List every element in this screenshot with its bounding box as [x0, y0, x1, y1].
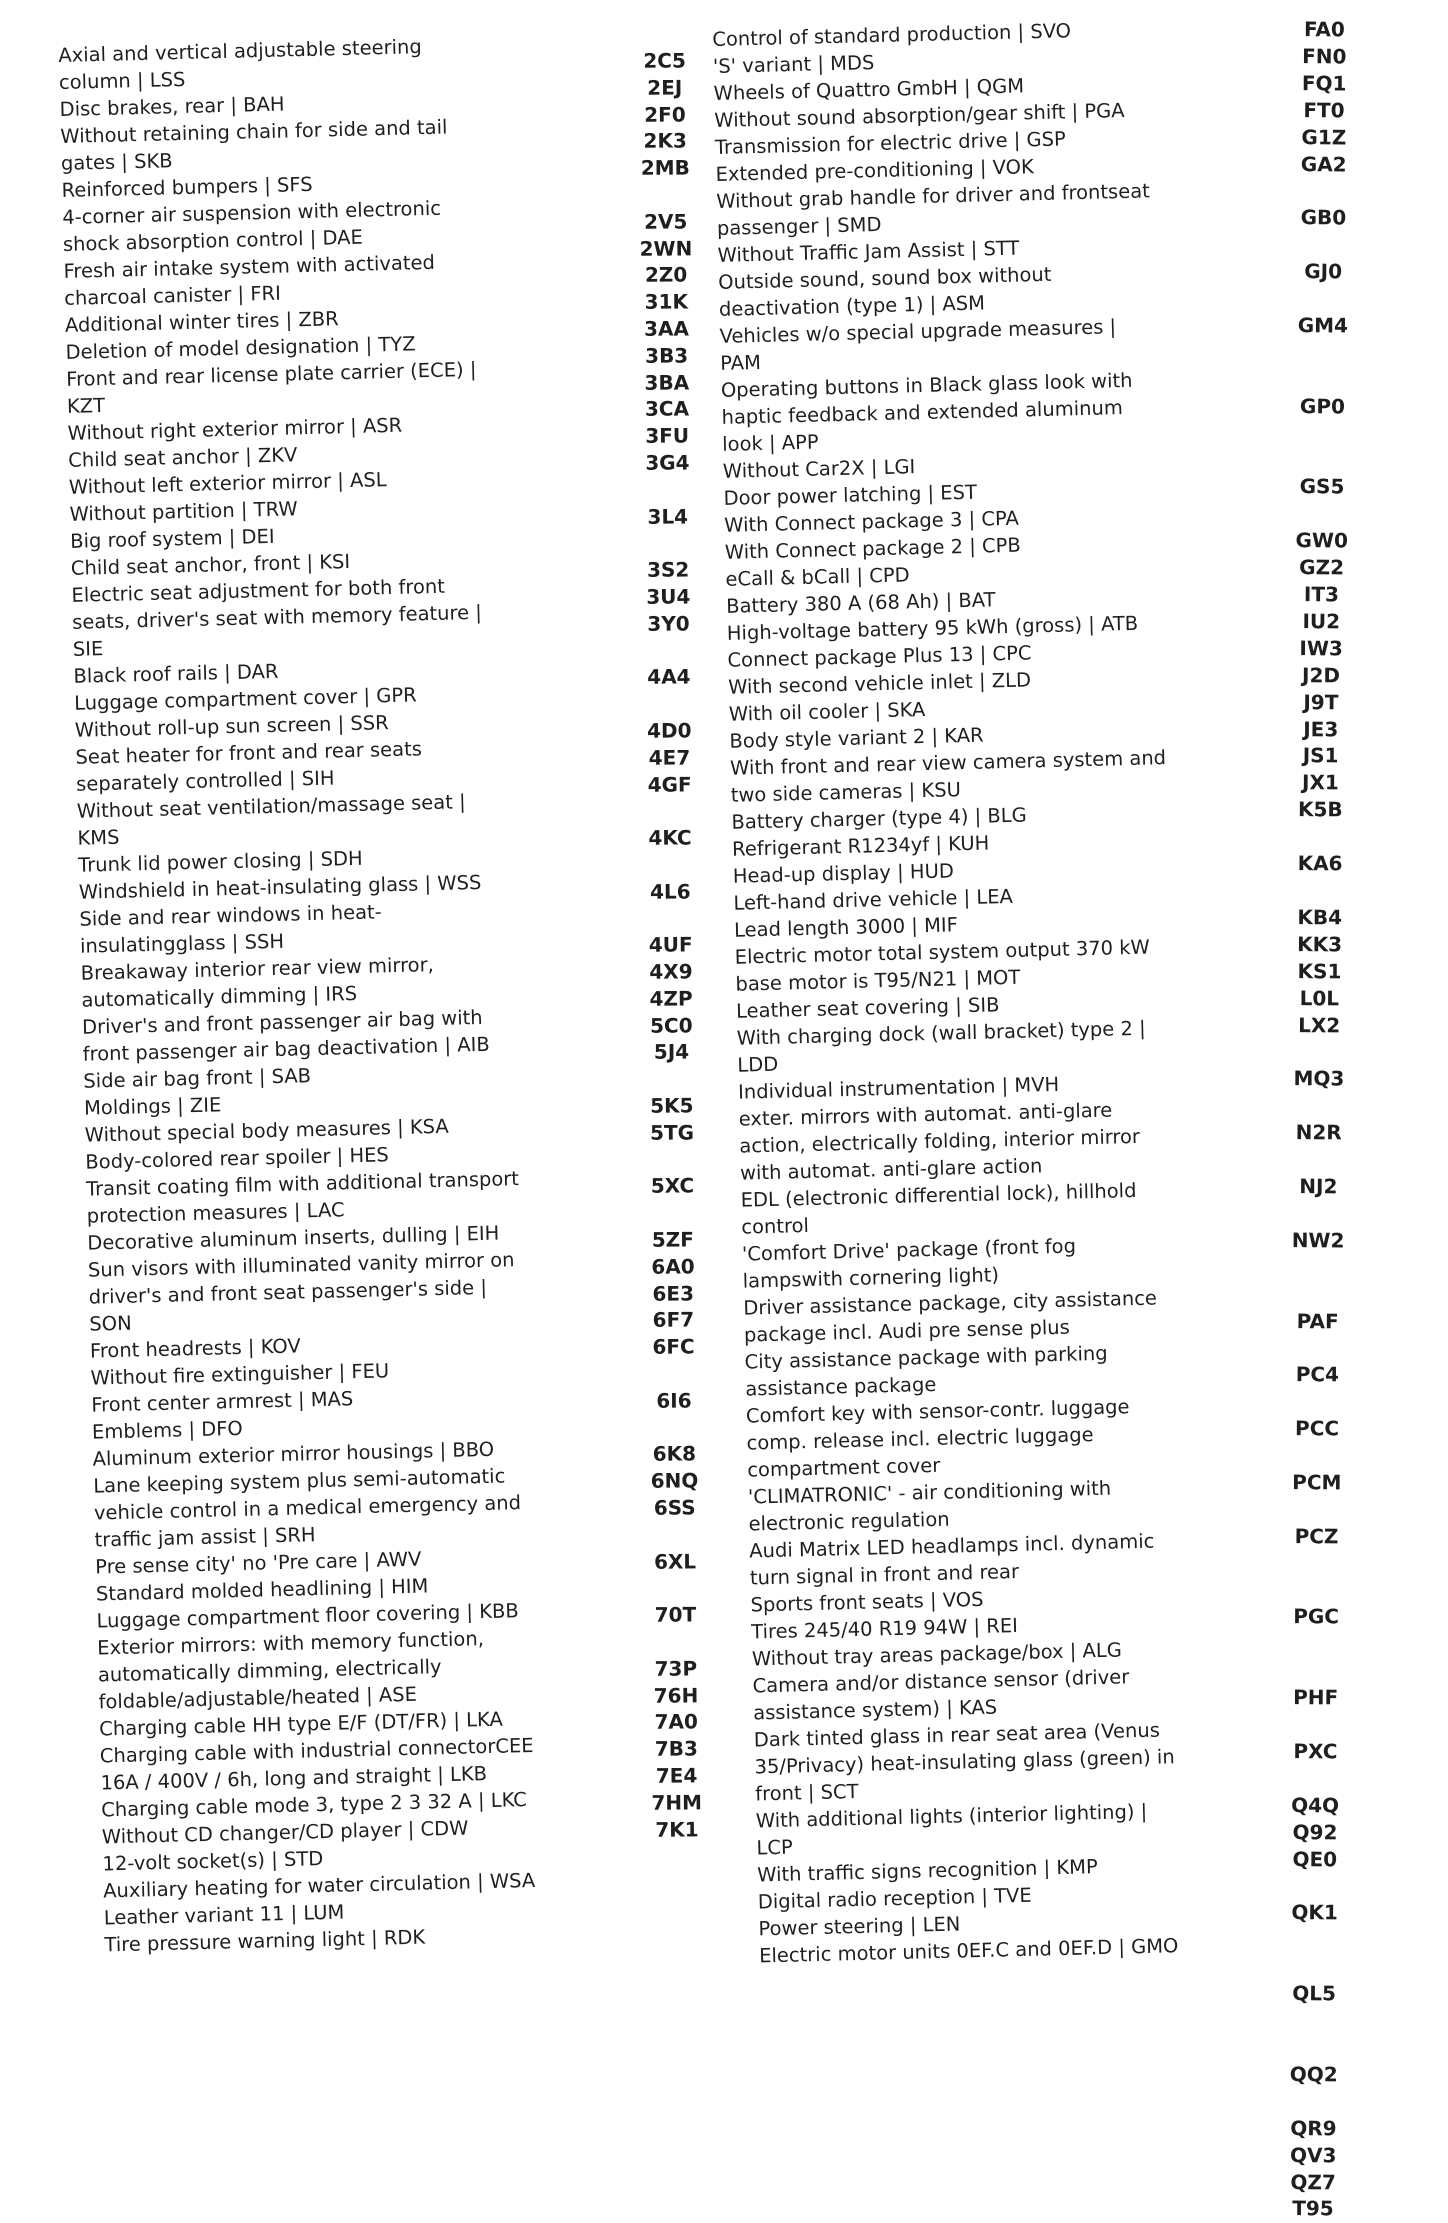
equipment-line: insulatingglass | SSH [79, 929, 285, 958]
equipment-line: Without partition | TRW [69, 497, 298, 526]
equipment-line: Without sound absorption/gear shift | PGA [714, 98, 1125, 132]
option-code: GP0 [1299, 393, 1346, 419]
equipment-line: Operating buttons in Black glass look with [720, 368, 1133, 402]
equipment-line: turn signal in front and rear [749, 1559, 1020, 1590]
equipment-line: Without right exterior mirror | ASR [67, 413, 403, 445]
option-code: Q92 [1292, 1819, 1338, 1845]
equipment-line: Control of standard production | SVO [712, 19, 1072, 51]
equipment-line: Electric motor total system output 370 kW [734, 935, 1151, 969]
option-code: 2F0 [644, 102, 686, 127]
equipment-line: Outside sound, sound box without [717, 262, 1052, 294]
equipment-line: Individual instrumentation | MVH [737, 1072, 1060, 1104]
option-code: 6I6 [656, 1388, 692, 1413]
option-code [1262, 1926, 1367, 1953]
equipment-line: Child seat anchor | ZKV [67, 443, 298, 472]
equipment-line: traffic jam assist | SRH [94, 1523, 316, 1552]
equipment-line: Trunk lid power closing | SDH [77, 846, 363, 877]
equipment-line: 'CLIMATRONIC' - air conditioning with [747, 1476, 1112, 1509]
option-code [618, 851, 723, 879]
equipment-line: Seat heater for front and rear seats [75, 737, 423, 769]
option-code: GW0 [1295, 528, 1349, 553]
equipment-line: column | LSS [58, 67, 186, 94]
equipment-line: Side air bag front | SAB [83, 1064, 312, 1093]
option-code: Q4Q [1291, 1792, 1340, 1818]
equipment-line: Charging cable mode 3, type 2 3 32 A | LKC [100, 1788, 528, 1822]
option-code: JX1 [1302, 770, 1339, 795]
equipment-line: Tires 245/40 R19 94W | REI [750, 1614, 1019, 1644]
option-code: NW2 [1291, 1227, 1345, 1253]
equipment-line: Aluminum exterior mirror housings | BBO [92, 1437, 495, 1471]
equipment-line: foldable/adjustable/heated | ASE [98, 1682, 418, 1714]
equipment-line: Power steering | LEN [758, 1912, 961, 1941]
equipment-line: Leather variant 11 | LUM [103, 1900, 345, 1930]
equipment-line: 12-volt socket(s) | STD [102, 1847, 324, 1876]
option-code [621, 1360, 726, 1388]
right-code-column [1260, 16, 1377, 2223]
equipment-line: Charging cable with industrial connectorCEE [99, 1733, 534, 1768]
equipment-line: driver's and front seat passenger's side | [88, 1275, 488, 1309]
option-code [620, 1200, 725, 1228]
equipment-line: Camera and/or distance sensor (driver [752, 1665, 1130, 1698]
option-code: 73P [654, 1656, 698, 1681]
option-code: QV3 [1290, 2142, 1337, 2167]
equipment-line: Without Traffic Jam Assist | STT [717, 236, 1020, 267]
equipment-line: Front center armrest | MAS [91, 1387, 354, 1417]
option-code: 6K8 [652, 1441, 697, 1467]
option-code: 4KC [648, 825, 692, 850]
equipment-line: vehicle control in a medical emergency and [93, 1491, 522, 1525]
equipment-line: 4-corner air suspension with electronic [62, 196, 442, 229]
equipment-line: PAM [719, 350, 762, 375]
option-code [620, 1146, 725, 1174]
option-code [622, 1414, 727, 1442]
equipment-line: Body-colored rear spoiler | HES [85, 1143, 390, 1174]
option-code: 7K1 [655, 1817, 699, 1842]
option-code: GZ2 [1299, 555, 1345, 580]
equipment-line: Axial and vertical adjustable steering [58, 35, 422, 67]
option-code: 76H [653, 1683, 699, 1708]
option-code: GM4 [1297, 313, 1349, 338]
middle-equipment-list [712, 13, 1279, 1969]
option-code: N2R [1295, 1120, 1342, 1145]
equipment-line: lampswith cornering light) [742, 1263, 1000, 1293]
equipment-line: Digital radio reception | TVE [757, 1883, 1032, 1914]
equipment-line: assistance package [745, 1372, 937, 1401]
option-code: 2MB [640, 155, 690, 180]
equipment-line: protection measures | LAC [86, 1198, 345, 1228]
option-code [1263, 1657, 1368, 1684]
equipment-line: charcoal canister | FRI [63, 281, 282, 310]
option-code [1270, 420, 1375, 447]
option-code: J2D [1302, 662, 1341, 688]
equipment-line: Without tray areas package/box | ALG [751, 1638, 1123, 1671]
option-code: QL5 [1292, 1981, 1337, 2006]
option-code: PGC [1293, 1604, 1340, 1629]
middle-code-column [612, 47, 730, 1843]
option-code [617, 798, 722, 826]
equipment-line: Side and rear windows in heat- [79, 900, 382, 931]
equipment-line: Transit coating film with additional transport [85, 1167, 520, 1201]
option-code [1265, 1388, 1370, 1415]
option-code: 5K5 [650, 1093, 694, 1118]
equipment-line: Emblems | DFO [91, 1416, 244, 1444]
option-code: 4ZP [649, 986, 693, 1011]
option-code [623, 1575, 728, 1603]
equipment-line: Sun visors with illuminated vanity mirror on [87, 1248, 515, 1282]
option-code: KS1 [1297, 958, 1342, 984]
option-code: 7A0 [654, 1709, 698, 1735]
option-code [613, 181, 718, 209]
equipment-line: Black roof rails | DAR [73, 659, 279, 688]
equipment-line: Luggage compartment cover | GPR [73, 683, 417, 715]
option-code: 2EJ [647, 75, 683, 100]
equipment-line: With Connect package 2 | CPB [724, 533, 1022, 564]
equipment-line: EDL (electronic differential lock), hillhold [740, 1178, 1137, 1212]
option-code: 3G4 [645, 450, 690, 475]
equipment-line: Luggage compartment floor covering | KBB [96, 1599, 519, 1633]
equipment-line: KMS [77, 825, 120, 850]
equipment-line: Without Car2X | LGI [722, 455, 916, 483]
equipment-line: With additional lights (interior lighting) | [755, 1799, 1148, 1833]
equipment-line: Audi Matrix LED headlamps incl. dynamic [748, 1529, 1155, 1563]
equipment-line: SON [89, 1311, 132, 1336]
option-code: 3B3 [645, 343, 689, 368]
option-code: 3L4 [647, 504, 689, 529]
option-code: 70T [654, 1602, 697, 1627]
equipment-line: Leather seat covering | SIB [735, 993, 1000, 1023]
equipment-line: Exterior mirrors: with memory function, [96, 1627, 485, 1660]
equipment-line: Charging cable HH type E/F (DT/FR) | LKA [98, 1707, 504, 1741]
equipment-line: base motor is T95/N21 | MOT [735, 965, 1021, 996]
option-code: G1Z [1301, 124, 1347, 150]
option-code [1264, 1442, 1369, 1469]
option-code [1269, 500, 1374, 527]
option-code: 4X9 [649, 959, 693, 984]
option-code [1264, 1496, 1369, 1523]
equipment-line: 'Comfort Drive' package (front fog [741, 1234, 1077, 1266]
option-code: 5XC [650, 1173, 695, 1199]
equipment-line: Comfort key with sensor-contr. luggage [745, 1395, 1130, 1428]
equipment-line: With second vehicle inlet | ZLD [727, 668, 1032, 699]
option-code: 6FC [652, 1334, 695, 1359]
option-code: 2C5 [643, 48, 686, 73]
option-code: 3BA [644, 370, 690, 395]
equipment-line: Vehicles w/o special upgrade measures | [719, 315, 1117, 348]
equipment-line: Driver assistance package, city assistance [743, 1286, 1158, 1320]
option-code: J9T [1303, 689, 1339, 715]
equipment-line: Fresh air intake system with activated [63, 250, 436, 283]
option-code [1270, 339, 1375, 366]
equipment-line: Without left exterior mirror | ASL [68, 468, 387, 499]
equipment-line: assistance system) | KAS [752, 1695, 998, 1725]
option-code [1264, 1577, 1369, 1604]
equipment-line: Standard molded headlining | HIM [95, 1574, 429, 1606]
option-code [1270, 285, 1375, 312]
option-code: 3Y0 [647, 611, 690, 636]
equipment-line: Electric seat adjustment for both front [71, 574, 446, 607]
option-code [619, 1066, 724, 1094]
option-code: 4UF [648, 932, 693, 958]
equipment-line: KZT [66, 393, 106, 418]
equipment-line: action, electrically folding, interior mirror [739, 1124, 1141, 1158]
option-code: 2V5 [643, 209, 688, 234]
option-code: L0L [1299, 985, 1340, 1010]
option-code: 2Z0 [644, 262, 688, 288]
equipment-line: electronic regulation [748, 1507, 950, 1536]
option-code: PAF [1296, 1308, 1339, 1333]
option-code: 3AA [643, 316, 689, 341]
equipment-line: LCP [756, 1835, 794, 1860]
equipment-line: Extended pre-conditioning | VOK [715, 155, 1035, 186]
option-code: PCM [1292, 1470, 1342, 1495]
option-code: PHF [1293, 1685, 1339, 1710]
option-code [1270, 366, 1375, 393]
equipment-line: Lead length 3000 | MIF [733, 913, 959, 942]
option-code: 6SS [653, 1495, 696, 1520]
option-code: 2K3 [643, 128, 687, 154]
option-code: 6E3 [652, 1281, 695, 1306]
equipment-line: Additional winter tires | ZBR [64, 307, 339, 337]
option-code: T95 [1292, 2196, 1334, 2221]
option-code: GA2 [1300, 151, 1347, 176]
equipment-line: eCall & bCall | CPD [725, 563, 910, 591]
equipment-line: Without roll-up sun screen | SSR [74, 711, 389, 742]
equipment-line: separately controlled | SIH [75, 766, 335, 796]
option-code: 3U4 [646, 584, 691, 609]
option-code [1266, 1146, 1371, 1173]
option-code: GS5 [1299, 474, 1345, 499]
equipment-line: Left-hand drive vehicle | LEA [733, 884, 1014, 915]
equipment-line: Decorative aluminum inserts, dulling | EIH [87, 1221, 500, 1255]
equipment-line: Connect package Plus 13 | CPC [727, 641, 1032, 672]
equipment-line: SIE [72, 637, 104, 661]
option-code: IW3 [1299, 635, 1343, 661]
equipment-line: Without grab handle for driver and frontseat [716, 179, 1151, 213]
equipment-line: Child seat anchor, front | KSI [70, 550, 351, 580]
equipment-line: Without CD changer/CD player | CDW [101, 1816, 469, 1849]
option-code [623, 1628, 728, 1656]
equipment-line: With front and rear view camera system and [729, 746, 1167, 780]
equipment-line: With oil cooler | SKA [728, 697, 926, 726]
equipment-line: Auxiliary heating for water circulation | WSA [102, 1868, 536, 1903]
equipment-line: With Connect package 3 | CPA [723, 506, 1020, 537]
equipment-line: Head-up display | HUD [732, 859, 955, 888]
equipment-line: shock absorption control | DAE [62, 225, 364, 256]
option-code [615, 530, 720, 558]
equipment-line: Lane keeping system plus semi-automatic [93, 1464, 506, 1498]
equipment-line: two side cameras | KSU [730, 778, 962, 807]
equipment-line: Body style variant 2 | KAR [729, 723, 984, 753]
option-code [615, 476, 720, 504]
equipment-line: Refrigerant R1234yf | KUH [731, 831, 990, 861]
option-code [1261, 2088, 1366, 2115]
equipment-line: Wheels of Quattro GmbH | QGM [713, 74, 1025, 105]
option-code: 5ZF [651, 1227, 694, 1252]
equipment-line: Big roof system | DEI [69, 524, 275, 553]
option-code [1265, 1254, 1370, 1281]
equipment-line: look | APP [721, 430, 819, 456]
equipment-line: passenger | SMD [716, 212, 882, 240]
equipment-line: automatically dimming | IRS [81, 981, 358, 1012]
equipment-line: compartment cover [747, 1453, 941, 1482]
option-code [1265, 1281, 1370, 1308]
equipment-line: High-voltage battery 95 kWh (gross) | ATB [726, 611, 1139, 645]
option-code [1267, 877, 1372, 904]
equipment-line: Moldings | ZIE [83, 1093, 222, 1120]
option-code: 6F7 [652, 1307, 695, 1333]
option-code: PC4 [1295, 1362, 1340, 1387]
equipment-line: With charging dock (wall bracket) type 2 | [736, 1016, 1146, 1050]
option-code [622, 1521, 727, 1549]
option-code: KB4 [1297, 905, 1343, 930]
option-code [616, 690, 721, 718]
equipment-line: deactivation (type 1) | ASM [718, 291, 986, 321]
option-code: 4GF [647, 771, 692, 797]
equipment-line: Driver's and front passenger air bag with [81, 1005, 483, 1039]
equipment-line: Tire pressure warning light | RDK [104, 1925, 426, 1957]
equipment-line: haptic feedback and extended aluminum [721, 396, 1124, 429]
option-code: QZ7 [1290, 2169, 1336, 2194]
option-code: 6XL [653, 1549, 697, 1574]
equipment-line: Breakaway interior rear view mirror, [80, 953, 435, 985]
option-code: GJ0 [1304, 259, 1343, 284]
option-code [1271, 231, 1376, 258]
option-code: 6NQ [650, 1468, 699, 1493]
option-code: 5TG [649, 1120, 695, 1145]
equipment-line: With traffic signs recognition | KMP [756, 1855, 1098, 1887]
option-code: 4D0 [646, 718, 692, 743]
option-code: QE0 [1292, 1846, 1338, 1871]
equipment-line: control [741, 1213, 810, 1239]
option-code: FT0 [1303, 97, 1345, 123]
option-code: IT3 [1303, 582, 1340, 607]
equipment-line: Without fire extinguisher | FEU [90, 1359, 390, 1390]
option-code [1263, 1630, 1368, 1657]
option-code [1270, 446, 1375, 473]
option-code: FQ1 [1301, 70, 1347, 96]
option-code: LX2 [1298, 1012, 1341, 1037]
option-code: 4L6 [650, 879, 691, 904]
equipment-line: Front and rear license plate carrier (ECE) | [65, 357, 477, 391]
option-code [1265, 1334, 1370, 1361]
option-code [1264, 1550, 1369, 1577]
equipment-line: 35/Privacy) heat-insulating glass (green) in [754, 1745, 1175, 1779]
left-equipment-list [58, 28, 665, 1958]
equipment-line: Battery 380 A (68 Ah) | BAT [725, 588, 996, 618]
equipment-line: Door power latching | EST [723, 480, 978, 510]
option-code [1267, 1038, 1372, 1065]
equipment-line: Without retaining chain for side and tail [60, 115, 448, 148]
equipment-line: Pre sense city' no 'Pre care | AWV [94, 1547, 422, 1579]
option-code: 5C0 [649, 1013, 693, 1038]
option-code [1271, 177, 1376, 204]
equipment-line: Transmission for electric drive | GSP [714, 127, 1067, 159]
option-code: PCC [1295, 1416, 1340, 1441]
equipment-line: front passenger air bag deactivation | AIB [82, 1032, 490, 1066]
option-code [1261, 2007, 1366, 2034]
equipment-line: gates | SKB [60, 149, 173, 175]
option-code: QR9 [1290, 2115, 1337, 2141]
option-code: 7B3 [654, 1736, 698, 1761]
option-code: K5B [1297, 797, 1343, 822]
option-code: QK1 [1291, 1900, 1338, 1925]
equipment-line: automatically dimming, electrically [97, 1655, 442, 1687]
option-code: 4A4 [647, 664, 691, 690]
equipment-line: LDD [737, 1052, 779, 1077]
option-code: 7E4 [655, 1763, 698, 1788]
option-code: 3S2 [646, 557, 690, 582]
option-code: 4E7 [648, 745, 691, 770]
option-code [616, 637, 721, 665]
equipment-line: Without seat ventilation/massage seat | [76, 790, 466, 823]
equipment-line: 16A / 400V / 6h, long and straight | LKB [100, 1762, 488, 1795]
option-code [1263, 1711, 1368, 1738]
option-code: JS1 [1302, 743, 1339, 768]
equipment-line: Reinforced bumpers | SFS [61, 172, 313, 202]
option-code: MQ3 [1293, 1066, 1345, 1091]
option-code: QQ2 [1289, 2061, 1338, 2087]
equipment-line: 'S' variant | MDS [712, 51, 875, 78]
option-code: NJ2 [1299, 1174, 1338, 1199]
equipment-line: City assistance package with parking [744, 1341, 1108, 1374]
equipment-line: with automat. anti-glare action [739, 1154, 1043, 1185]
option-code: 31K [644, 289, 689, 314]
equipment-line: Dark tinted glass in rear seat area (Venus [753, 1718, 1161, 1752]
option-code: KK3 [1297, 931, 1343, 957]
equipment-line: Electric motor units 0EF.C and 0EF.D | GMO [758, 1934, 1179, 1968]
option-code: KA6 [1297, 851, 1343, 876]
option-code: PXC [1293, 1739, 1338, 1764]
option-code [1263, 1765, 1368, 1792]
option-code: JE3 [1303, 716, 1339, 741]
equipment-line: package incl. Audi pre sense plus [743, 1315, 1071, 1347]
equipment-line: exter. mirrors with automat. anti-glare [738, 1098, 1113, 1131]
option-code: FN0 [1302, 44, 1347, 69]
option-code [618, 905, 723, 933]
equipment-line: Front headrests | KOV [89, 1334, 302, 1363]
option-code: IU2 [1302, 609, 1341, 634]
option-code [1262, 1873, 1367, 1900]
option-code: FA0 [1303, 17, 1345, 42]
equipment-line: Disc brakes, rear | BAH [59, 92, 285, 121]
option-code [1268, 823, 1373, 850]
equipment-line: Sports front seats | VOS [750, 1587, 984, 1617]
equipment-line: Windshield in heat-insulating glass | WSS [78, 870, 482, 904]
option-code: PCZ [1294, 1523, 1339, 1549]
option-code: 3FU [645, 423, 690, 448]
equipment-line: Without special body measures | KSA [84, 1114, 450, 1147]
option-code: 2WN [639, 236, 693, 261]
option-code: GB0 [1300, 205, 1347, 230]
option-code: 6A0 [651, 1254, 695, 1279]
equipment-line: Deletion of model designation | TYZ [65, 332, 416, 364]
option-code [1262, 1953, 1367, 1980]
equipment-line: seats, driver's seat with memory feature | [71, 600, 483, 634]
option-code: 7HM [651, 1790, 703, 1815]
option-code: 3CA [644, 396, 690, 422]
equipment-line: Battery charger (type 4) | BLG [731, 803, 1028, 834]
option-code [1266, 1200, 1371, 1227]
option-code [1261, 2034, 1366, 2061]
equipment-line: front | SCT [754, 1779, 859, 1806]
option-code [1266, 1092, 1371, 1119]
option-code: 5J4 [653, 1039, 690, 1065]
equipment-line: comp. release incl. electric luggage [746, 1423, 1094, 1455]
